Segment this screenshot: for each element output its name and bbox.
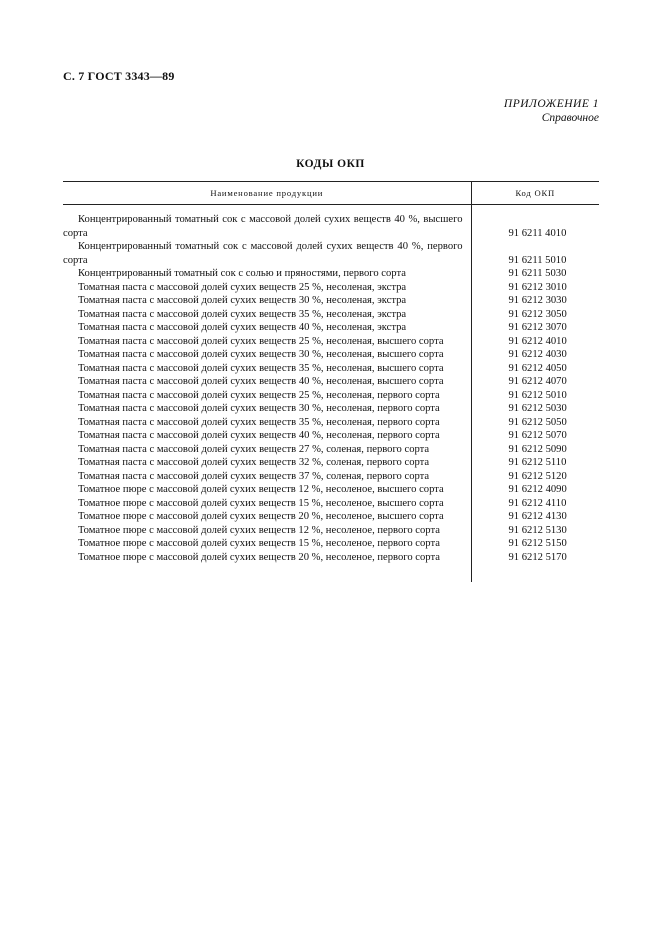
product-name-cell: Томатная паста с массовой долей сухих веществ 25 %, несоленая, высшего сорта [78, 335, 444, 347]
table-row [63, 497, 599, 511]
okp-code-cell: 91 6212 4090 [471, 483, 599, 497]
okp-code-cell: 91 6212 4030 [471, 348, 599, 362]
table-row [63, 551, 599, 565]
table-row [63, 321, 599, 335]
table-row [63, 483, 599, 497]
product-name-cell: Томатная паста с массовой долей сухих веществ 30 %, несоленая, экстра [78, 295, 407, 306]
section-title: КОДЫ ОКП [296, 158, 365, 170]
table-row [63, 524, 599, 538]
table-row [63, 308, 599, 322]
tail-cell [63, 564, 471, 582]
product-name-cell: Томатная паста с массовой долей сухих веществ 37 %, соленая, первого сорта [78, 470, 430, 482]
okp-code-cell: 91 6212 3030 [471, 294, 599, 308]
okp-code-cell: 91 6212 4070 [471, 375, 599, 389]
product-name-cell: Томатная паста с массовой долей сухих веществ 40 %, несоленая, первого сорта [78, 430, 440, 441]
okp-code-cell: 91 6212 5150 [471, 537, 599, 551]
table-row [63, 240, 599, 267]
product-name-cell: Томатное пюре с массовой долей сухих веществ 12 %, несоленое, высшего сорта [78, 484, 444, 495]
okp-code-cell: 91 6211 5010 [471, 240, 599, 267]
okp-code-cell: 91 6212 5130 [471, 524, 599, 538]
okp-code-cell: 91 6212 5030 [471, 402, 599, 416]
appendix-block [504, 97, 599, 125]
okp-code-cell: 91 6212 5120 [471, 470, 599, 484]
spacer-cell [471, 205, 599, 214]
okp-code-cell: 91 6212 5070 [471, 429, 599, 443]
table-row [63, 429, 599, 443]
column-header-product-name: Наименование продукции [63, 182, 471, 205]
product-name-cell: Томатное пюре с массовой долей сухих веществ 20 %, несоленое, высшего сорта [78, 511, 444, 522]
table-row [63, 375, 599, 389]
table-row [63, 443, 599, 457]
column-header-okp-code: Код ОКП [471, 182, 599, 205]
product-name-cell: Томатная паста с массовой долей сухих веществ 35 %, несоленая, экстра [78, 308, 407, 320]
okp-code-cell: 91 6212 5110 [471, 456, 599, 470]
product-name-cell: Концентрированный томатный сок с массовой долей сухих веществ 40 %, высшего сорта [63, 214, 463, 239]
okp-code-cell: 91 6212 5050 [471, 416, 599, 430]
product-name-cell: Томатное пюре с массовой долей сухих веществ 20 %, несоленое, первого сорта [78, 551, 440, 563]
okp-code-cell: 91 6212 4130 [471, 510, 599, 524]
table-row [63, 537, 599, 551]
table-row [63, 456, 599, 470]
okp-code-cell: 91 6212 4110 [471, 497, 599, 511]
okp-code-cell: 91 6212 3010 [471, 281, 599, 295]
table-row [63, 281, 599, 295]
table-body [63, 205, 599, 583]
okp-code-cell: 91 6212 5090 [471, 443, 599, 457]
okp-code-cell: 91 6211 4010 [471, 213, 599, 240]
okp-code-cell: 91 6212 5170 [471, 551, 599, 565]
product-name-cell: Томатная паста с массовой долей сухих веществ 40 %, несоленая, высшего сорта [78, 376, 444, 387]
product-name-cell: Концентрированный томатный сок с солью и пряностями, первого сорта [78, 268, 406, 279]
table-row [63, 510, 599, 524]
product-name-cell: Томатное пюре с массовой долей сухих веществ 15 %, несоленое, высшего сорта [78, 497, 444, 509]
tail-cell [471, 564, 599, 582]
table-spacer-row [63, 205, 599, 214]
okp-code-cell: 91 6212 3070 [471, 321, 599, 335]
product-name-cell: Томатное пюре с массовой долей сухих веществ 15 %, несоленое, первого сорта [78, 538, 440, 549]
okp-code-cell: 91 6212 5010 [471, 389, 599, 403]
product-name-cell: Томатное пюре с массовой долей сухих веществ 12 %, несоленое, первого сорта [78, 524, 440, 536]
table-tail-row [63, 564, 599, 582]
table-row [63, 267, 599, 281]
table-row [63, 362, 599, 376]
spacer-cell [63, 205, 471, 214]
product-name-cell: Томатная паста с массовой долей сухих веществ 35 %, несоленая, высшего сорта [78, 362, 444, 374]
product-name-cell: Томатная паста с массовой долей сухих веществ 25 %, несоленая, экстра [78, 281, 407, 293]
product-name-cell: Концентрированный томатный сок с массовой долей сухих веществ 40 %, первого сорта [63, 241, 463, 266]
product-name-cell: Томатная паста с массовой долей сухих веществ 35 %, несоленая, первого сорта [78, 416, 440, 428]
okp-codes-table [63, 181, 599, 582]
table-row [63, 470, 599, 484]
okp-code-cell: 91 6212 3050 [471, 308, 599, 322]
product-name-cell: Томатная паста с массовой долей сухих веществ 30 %, несоленая, высшего сорта [78, 349, 444, 360]
appendix-subtitle: Справочное [541, 112, 599, 124]
table-row [63, 416, 599, 430]
table-header-row [63, 182, 599, 205]
product-name-cell: Томатная паста с массовой долей сухих веществ 32 %, соленая, первого сорта [78, 457, 430, 468]
page-header: С. 7 ГОСТ 3343—89 [63, 69, 175, 83]
product-name-cell: Томатная паста с массовой долей сухих веществ 27 %, соленая, первого сорта [78, 443, 430, 455]
product-name-cell: Томатная паста с массовой долей сухих веществ 30 %, несоленая, первого сорта [78, 403, 440, 414]
product-name-cell: Томатная паста с массовой долей сухих веществ 25 %, несоленая, первого сорта [78, 389, 440, 401]
table-row [63, 389, 599, 403]
okp-code-cell: 91 6212 4010 [471, 335, 599, 349]
appendix-title: ПРИЛОЖЕНИЕ 1 [503, 98, 599, 110]
okp-code-cell: 91 6212 4050 [471, 362, 599, 376]
table-row [63, 335, 599, 349]
table-row [63, 294, 599, 308]
okp-code-cell: 91 6211 5030 [471, 267, 599, 281]
product-name-cell: Томатная паста с массовой долей сухих веществ 40 %, несоленая, экстра [78, 322, 407, 333]
table-row [63, 213, 599, 240]
table-row [63, 348, 599, 362]
table-row [63, 402, 599, 416]
